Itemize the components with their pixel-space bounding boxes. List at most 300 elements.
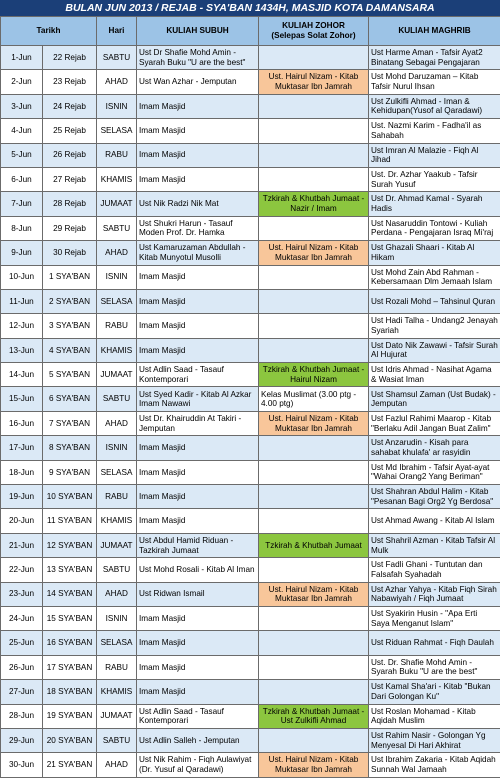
hijri-date-cell-text: 15 SYA'BAN xyxy=(46,613,93,623)
kuliah-subuh-cell xyxy=(137,387,259,411)
kuliah-zohor-cell-text: Tzkirah & Khutbah Jumaat - Nazir / Imam xyxy=(262,194,365,214)
date-cell xyxy=(1,485,43,509)
table-row xyxy=(1,533,500,557)
kuliah-subuh-cell-text: Ust Syed Kadir - Kitab Al Azkar Imam Nawawi xyxy=(139,389,252,409)
kuliah-zohor-cell xyxy=(259,704,369,728)
table-row xyxy=(1,485,500,509)
kuliah-maghrib-cell xyxy=(369,485,500,509)
kuliah-maghrib-cell xyxy=(369,94,500,118)
date-cell xyxy=(1,338,43,362)
date-cell xyxy=(1,265,43,289)
date-cell xyxy=(1,143,43,167)
kuliah-zohor-cell xyxy=(259,728,369,752)
day-cell xyxy=(97,289,137,313)
day-cell xyxy=(97,582,137,606)
day-cell xyxy=(97,704,137,728)
date-cell xyxy=(1,509,43,533)
kuliah-subuh-cell-text: Imam Masjid xyxy=(139,272,186,282)
schedule-title: BULAN JUN 2013 / REJAB - SYA'BAN 1434H, MASJID KOTA DAMANSARA xyxy=(0,0,500,16)
kuliah-zohor-cell xyxy=(259,167,369,191)
date-cell-text: 22-Jun xyxy=(8,565,35,575)
kuliah-maghrib-cell xyxy=(369,363,500,387)
kuliah-maghrib-cell-text: Ust Shahran Abdul Halim - Kitab "Pesanan Bagi Org2 Yg Berdosa" xyxy=(371,487,494,506)
date-cell xyxy=(1,631,43,655)
day-cell xyxy=(97,70,137,94)
kuliah-maghrib-cell xyxy=(369,680,500,704)
date-cell xyxy=(1,119,43,143)
kuliah-subuh-cell xyxy=(137,143,259,167)
kuliah-subuh-cell xyxy=(137,655,259,679)
hijri-date-cell xyxy=(43,289,97,313)
kuliah-maghrib-cell-text: Ust Mohd Daruzaman – Kitab Tafsir Nurul Ihsan xyxy=(371,72,479,92)
kuliah-maghrib-cell-text: Ust Fazlul Rahimi Maarop - Kitab "Berlaku Adil Jangan Buat Zalim" xyxy=(371,413,492,433)
kuliah-maghrib-cell-text: Ust Zulkifli Ahmad - Iman & Kehidupan(Yusof al Qaradawi) xyxy=(371,96,483,116)
kuliah-maghrib-cell-text: Ust Anzarudin - Kisah para sahabat khulafa' ar rasyidin xyxy=(371,438,471,457)
kuliah-zohor-cell xyxy=(259,70,369,94)
kuliah-zohor-cell xyxy=(259,387,369,411)
date-cell-text: 23-Jun xyxy=(8,589,35,599)
date-cell-text: 8-Jun xyxy=(11,223,32,233)
hijri-date-cell-text: 30 Rejab xyxy=(53,248,86,258)
hijri-date-cell xyxy=(43,606,97,630)
date-cell xyxy=(1,94,43,118)
kuliah-maghrib-cell xyxy=(369,460,500,484)
kuliah-zohor-cell xyxy=(259,94,369,118)
date-cell-text: 1-Jun xyxy=(11,52,32,62)
date-cell-text: 5-Jun xyxy=(11,150,32,160)
header-row xyxy=(1,17,500,46)
day-cell xyxy=(97,631,137,655)
kuliah-zohor-cell xyxy=(259,436,369,460)
table-row xyxy=(1,289,500,313)
day-cell-text: SABTU xyxy=(102,565,131,575)
table-row xyxy=(1,582,500,606)
date-cell xyxy=(1,314,43,338)
date-cell-text: 15-Jun xyxy=(8,394,35,404)
date-cell xyxy=(1,558,43,582)
date-cell-text: 21-Jun xyxy=(8,540,35,550)
kuliah-subuh-cell xyxy=(137,46,259,70)
table-row xyxy=(1,265,500,289)
kuliah-zohor-cell-text: Ust. Hairul Nizam - Kitab Muktasar Ibn Jamrah xyxy=(268,413,359,433)
day-cell xyxy=(97,533,137,557)
hijri-date-cell xyxy=(43,753,97,777)
date-cell xyxy=(1,363,43,387)
table-row xyxy=(1,192,500,216)
kuliah-zohor-cell xyxy=(259,606,369,630)
header-zohor-subtitle: (Selepas Solat Zohor) xyxy=(271,31,356,40)
date-cell xyxy=(1,606,43,630)
hijri-date-cell-text: 19 SYA'BAN xyxy=(46,711,93,721)
day-cell xyxy=(97,460,137,484)
date-cell-text: 27-Jun xyxy=(8,687,35,697)
kuliah-zohor-cell-text: Ust. Hairul Nizam - Kitab Muktasar Ibn Jamrah xyxy=(268,72,359,92)
table-row xyxy=(1,143,500,167)
hijri-date-cell-text: 22 Rejab xyxy=(53,52,86,62)
kuliah-zohor-cell-text: Ust. Hairul Nizam - Kitab Muktasar Ibn Jamrah xyxy=(268,243,359,262)
day-cell-text: AHAD xyxy=(105,248,128,258)
kuliah-maghrib-cell-text: Ust. Dr. Shafie Mohd Amin - Syarah Buku "U are the best" xyxy=(371,657,478,677)
hijri-date-cell-text: 8 SYA'BAN xyxy=(48,443,90,453)
kuliah-maghrib-cell xyxy=(369,314,500,338)
table-row xyxy=(1,46,500,70)
hijri-date-cell xyxy=(43,338,97,362)
kuliah-subuh-cell xyxy=(137,582,259,606)
kuliah-maghrib-cell xyxy=(369,265,500,289)
date-cell-text: 6-Jun xyxy=(11,174,32,184)
day-cell xyxy=(97,167,137,191)
kuliah-zohor-cell-text: Ust. Hairul Nizam - Kitab Muktasar Ibn Jamrah xyxy=(268,755,359,775)
date-cell xyxy=(1,728,43,752)
hijri-date-cell xyxy=(43,680,97,704)
kuliah-subuh-cell-text: Imam Masjid xyxy=(139,613,186,623)
kuliah-subuh-cell xyxy=(137,485,259,509)
kuliah-maghrib-cell xyxy=(369,509,500,533)
day-cell xyxy=(97,119,137,143)
date-cell-text: 11-Jun xyxy=(9,296,34,306)
kuliah-maghrib-cell-text: Ust Idris Ahmad - Nasihat Agama & Wasiat Iman xyxy=(371,365,492,384)
kuliah-subuh-cell-text: Ust Adlin Saad - Tasauf Kontemporari xyxy=(139,365,224,384)
hijri-date-cell-text: 18 SYA'BAN xyxy=(46,687,93,697)
kuliah-zohor-cell xyxy=(259,241,369,265)
hijri-date-cell-text: 9 SYA'BAN xyxy=(48,467,90,477)
kuliah-subuh-cell xyxy=(137,631,259,655)
kuliah-subuh-cell-text: Imam Masjid xyxy=(139,150,186,160)
kuliah-subuh-cell-text: Ust Wan Azhar - Jemputan xyxy=(139,77,237,87)
kuliah-zohor-cell xyxy=(259,265,369,289)
day-cell xyxy=(97,411,137,435)
header-tarikh: Tarikh xyxy=(1,17,97,46)
day-cell xyxy=(97,265,137,289)
date-cell-text: 2-Jun xyxy=(11,77,32,87)
kuliah-subuh-cell xyxy=(137,411,259,435)
date-cell-text: 29-Jun xyxy=(8,735,35,745)
kuliah-subuh-cell-text: Ust Adlin Saad - Tasauf Kontemporari xyxy=(139,706,224,726)
kuliah-subuh-cell-text: Imam Masjid xyxy=(139,516,186,526)
date-cell xyxy=(1,192,43,216)
kuliah-subuh-cell xyxy=(137,509,259,533)
kuliah-maghrib-cell-text: Ust Syakirin Husin - "Apa Erti Saya Menganut Islam" xyxy=(371,609,478,628)
date-cell-text: 12-Jun xyxy=(8,321,35,331)
table-row xyxy=(1,728,500,752)
date-cell xyxy=(1,680,43,704)
kuliah-subuh-cell xyxy=(137,704,259,728)
day-cell-text: KHAMIS xyxy=(100,345,133,355)
day-cell xyxy=(97,143,137,167)
kuliah-maghrib-cell xyxy=(369,216,500,240)
table-row xyxy=(1,216,500,240)
kuliah-zohor-cell xyxy=(259,46,369,70)
date-cell-text: 16-Jun xyxy=(8,418,35,428)
kuliah-zohor-cell xyxy=(259,533,369,557)
day-cell-text: KHAMIS xyxy=(100,516,133,526)
kuliah-maghrib-cell xyxy=(369,387,500,411)
day-cell xyxy=(97,216,137,240)
kuliah-maghrib-cell-text: Ust Azhar Yahya - Kitab Fiqh Sirah Nabawiyah / Fiqh Jumaat xyxy=(371,584,497,604)
hijri-date-cell-text: 6 SYA'BAN xyxy=(48,394,90,404)
kuliah-subuh-cell-text: Imam Masjid xyxy=(139,296,186,306)
table-row xyxy=(1,94,500,118)
hijri-date-cell-text: 20 SYA'BAN xyxy=(46,735,93,745)
day-cell xyxy=(97,192,137,216)
kuliah-zohor-cell-text: Ust. Hairul Nizam - Kitab Muktasar Ibn Jamrah xyxy=(268,584,359,604)
hijri-date-cell-text: 26 Rejab xyxy=(53,150,86,160)
kuliah-subuh-cell-text: Ust Kamaruzaman Abdullah - Kitab Munyotul Musolli xyxy=(139,243,246,262)
table-row xyxy=(1,436,500,460)
kuliah-maghrib-cell xyxy=(369,46,500,70)
date-cell xyxy=(1,241,43,265)
kuliah-subuh-cell xyxy=(137,363,259,387)
kuliah-subuh-cell-text: Imam Masjid xyxy=(139,638,186,648)
kuliah-subuh-cell xyxy=(137,241,259,265)
hijri-date-cell xyxy=(43,216,97,240)
date-cell-text: 30-Jun xyxy=(8,760,35,770)
header-hari: Hari xyxy=(97,17,137,46)
table-row xyxy=(1,241,500,265)
day-cell-text: JUMAAT xyxy=(100,199,133,209)
kuliah-subuh-cell-text: Ust Shukri Harun - Tasauf Moden Prof. Dr. Hamka xyxy=(139,218,233,238)
hijri-date-cell xyxy=(43,728,97,752)
date-cell-text: 10-Jun xyxy=(8,272,35,282)
hijri-date-cell xyxy=(43,582,97,606)
kuliah-maghrib-cell-text: Ust Harme Aman - Tafsir Ayat2 Binatang Sebagai Pengajaran xyxy=(371,48,483,67)
day-cell-text: KHAMIS xyxy=(100,174,133,184)
kuliah-subuh-cell xyxy=(137,94,259,118)
hijri-date-cell-text: 25 Rejab xyxy=(53,126,86,136)
kuliah-zohor-cell xyxy=(259,363,369,387)
kuliah-zohor-cell xyxy=(259,509,369,533)
kuliah-maghrib-cell xyxy=(369,192,500,216)
hijri-date-cell-text: 11 SYA'BAN xyxy=(47,516,92,526)
date-cell xyxy=(1,753,43,777)
day-cell-text: AHAD xyxy=(105,589,128,599)
kuliah-maghrib-cell xyxy=(369,167,500,191)
day-cell-text: AHAD xyxy=(105,418,128,428)
kuliah-subuh-cell xyxy=(137,533,259,557)
day-cell xyxy=(97,485,137,509)
kuliah-maghrib-cell-text: Ust Ibrahim Zakaria - Kitab Aqidah Sunnah Wal Jamaah xyxy=(371,755,496,775)
kuliah-subuh-cell-text: Ust Nik Rahim - Fiqh Aulawiyat (Dr. Yusuf al Qaradawi) xyxy=(139,755,252,775)
hijri-date-cell xyxy=(43,143,97,167)
hijri-date-cell xyxy=(43,167,97,191)
date-cell-text: 25-Jun xyxy=(8,638,35,648)
hijri-date-cell xyxy=(43,655,97,679)
hijri-date-cell-text: 12 SYA'BAN xyxy=(46,540,93,550)
day-cell xyxy=(97,314,137,338)
day-cell-text: SABTU xyxy=(102,52,131,62)
hijri-date-cell xyxy=(43,241,97,265)
day-cell-text: SELASA xyxy=(100,296,133,306)
kuliah-maghrib-cell-text: Ust Shahril Azman - Kitab Tafsir Al Mulk xyxy=(371,535,496,555)
kuliah-zohor-cell xyxy=(259,680,369,704)
kuliah-zohor-cell xyxy=(259,289,369,313)
day-cell xyxy=(97,46,137,70)
table-row xyxy=(1,753,500,777)
kuliah-maghrib-cell-text: Ust Riduan Rahmat - Fiqh Daulah xyxy=(371,638,494,648)
kuliah-zohor-cell xyxy=(259,411,369,435)
table-row xyxy=(1,631,500,655)
kuliah-maghrib-cell-text: Ust Nasaruddin Tontowi - Kuliah Perdana - Pengajaran Israq Mi'raj xyxy=(371,218,494,238)
hijri-date-cell xyxy=(43,314,97,338)
kuliah-maghrib-cell-text: Ust Kamal Sha'ari - Kitab "Bukan Dari Golongan Ku" xyxy=(371,682,491,701)
hijri-date-cell-text: 10 SYA'BAN xyxy=(46,491,93,501)
hijri-date-cell xyxy=(43,509,97,533)
day-cell-text: SELASA xyxy=(100,126,133,136)
kuliah-maghrib-cell xyxy=(369,704,500,728)
date-cell-text: 18-Jun xyxy=(8,467,35,477)
header-zohor-title: KULIAH ZOHOR xyxy=(282,21,345,31)
kuliah-zohor-cell xyxy=(259,143,369,167)
date-cell xyxy=(1,704,43,728)
day-cell-text: SABTU xyxy=(102,223,131,233)
kuliah-maghrib-cell xyxy=(369,436,500,460)
day-cell-text: RABU xyxy=(105,321,128,331)
hijri-date-cell xyxy=(43,94,97,118)
date-cell xyxy=(1,387,43,411)
hijri-date-cell-text: 21 SYA'BAN xyxy=(46,760,93,770)
kuliah-subuh-cell-text: Imam Masjid xyxy=(139,174,186,184)
kuliah-subuh-cell xyxy=(137,167,259,191)
day-cell xyxy=(97,606,137,630)
day-cell xyxy=(97,387,137,411)
date-cell-text: 26-Jun xyxy=(8,662,35,672)
hijri-date-cell-text: 5 SYA'BAN xyxy=(48,369,90,379)
kuliah-maghrib-cell-text: Ust Fadli Ghani - Tuntutan dan Falsafah Syahadah xyxy=(371,560,483,579)
hijri-date-cell-text: 23 Rejab xyxy=(53,77,86,87)
kuliah-maghrib-cell xyxy=(369,753,500,777)
date-cell-text: 14-Jun xyxy=(8,369,35,379)
day-cell-text: RABU xyxy=(105,491,128,501)
kuliah-zohor-cell xyxy=(259,753,369,777)
kuliah-subuh-cell xyxy=(137,606,259,630)
date-cell-text: 3-Jun xyxy=(11,101,32,111)
table-row xyxy=(1,509,500,533)
kuliah-maghrib-cell xyxy=(369,289,500,313)
kuliah-subuh-cell-text: Ust Dr Shafie Mohd Amin - Syarah Buku "U are the best" xyxy=(139,48,246,67)
day-cell-text: JUMAAT xyxy=(100,711,133,721)
table-row xyxy=(1,387,500,411)
kuliah-zohor-cell xyxy=(259,485,369,509)
day-cell-text: AHAD xyxy=(105,77,128,87)
hijri-date-cell xyxy=(43,558,97,582)
table-row xyxy=(1,167,500,191)
kuliah-zohor-cell xyxy=(259,314,369,338)
date-cell-text: 20-Jun xyxy=(8,516,35,526)
kuliah-subuh-cell-text: Imam Masjid xyxy=(139,687,186,697)
day-cell-text: SABTU xyxy=(102,394,131,404)
date-cell xyxy=(1,289,43,313)
kuliah-zohor-cell xyxy=(259,460,369,484)
kuliah-maghrib-cell xyxy=(369,655,500,679)
table-row xyxy=(1,363,500,387)
table-row xyxy=(1,411,500,435)
kuliah-subuh-cell-text: Ust Nik Radzi Nik Mat xyxy=(139,199,219,209)
table-row xyxy=(1,680,500,704)
kuliah-subuh-cell xyxy=(137,314,259,338)
hijri-date-cell xyxy=(43,485,97,509)
hijri-date-cell xyxy=(43,704,97,728)
kuliah-subuh-cell-text: Imam Masjid xyxy=(139,345,186,355)
date-cell xyxy=(1,216,43,240)
kuliah-maghrib-cell-text: Ust. Nazmi Karim - Fadha'il as Sahabah xyxy=(371,121,482,140)
date-cell-text: 19-Jun xyxy=(8,491,35,501)
kuliah-maghrib-cell xyxy=(369,533,500,557)
kuliah-subuh-cell xyxy=(137,753,259,777)
kuliah-subuh-cell xyxy=(137,728,259,752)
kuliah-subuh-cell-text: Imam Masjid xyxy=(139,662,186,672)
date-cell xyxy=(1,70,43,94)
day-cell xyxy=(97,363,137,387)
hijri-date-cell-text: 2 SYA'BAN xyxy=(48,296,90,306)
hijri-date-cell xyxy=(43,46,97,70)
kuliah-subuh-cell xyxy=(137,119,259,143)
kuliah-maghrib-cell-text: Ust Hadi Talha - Undang2 Jenayah Syariah xyxy=(371,316,498,335)
header-kuliah-maghrib: KULIAH MAGHRIB xyxy=(369,17,500,46)
day-cell xyxy=(97,728,137,752)
day-cell-text: KHAMIS xyxy=(100,687,133,697)
kuliah-zohor-cell xyxy=(259,119,369,143)
date-cell xyxy=(1,533,43,557)
date-cell xyxy=(1,46,43,70)
kuliah-subuh-cell xyxy=(137,558,259,582)
kuliah-maghrib-cell-text: Ust Md Ibrahim - Tafsir Ayat-ayat "Wahai Orang2 Yang Beriman" xyxy=(371,462,490,482)
kuliah-zohor-cell xyxy=(259,655,369,679)
date-cell xyxy=(1,460,43,484)
table-row xyxy=(1,314,500,338)
hijri-date-cell-text: 27 Rejab xyxy=(53,174,86,184)
date-cell xyxy=(1,167,43,191)
kuliah-subuh-cell xyxy=(137,289,259,313)
kuliah-subuh-cell xyxy=(137,338,259,362)
hijri-date-cell xyxy=(43,363,97,387)
schedule-rows xyxy=(1,46,500,778)
hijri-date-cell xyxy=(43,192,97,216)
hijri-date-cell-text: 24 Rejab xyxy=(53,101,86,111)
kuliah-maghrib-cell-text: Ust Rahim Nasir - Golongan Yg Menyesal Di Hari Akhirat xyxy=(371,731,486,750)
day-cell-text: ISNIN xyxy=(105,613,128,623)
kuliah-maghrib-cell xyxy=(369,558,500,582)
hijri-date-cell-text: 7 SYA'BAN xyxy=(48,418,90,428)
kuliah-maghrib-cell xyxy=(369,411,500,435)
day-cell xyxy=(97,241,137,265)
kuliah-subuh-cell-text: Ust Mohd Rosali - Kitab Al Iman xyxy=(139,565,255,575)
hijri-date-cell xyxy=(43,70,97,94)
date-cell-text: 13-Jun xyxy=(8,345,35,355)
kuliah-maghrib-cell xyxy=(369,631,500,655)
day-cell-text: JUMAAT xyxy=(100,369,133,379)
kuliah-zohor-cell xyxy=(259,631,369,655)
kuliah-maghrib-cell-text: Ust Dato Nik Zawawi - Tafsir Surah Al Hujurat xyxy=(371,340,498,360)
kuliah-subuh-cell-text: Imam Masjid xyxy=(139,321,186,331)
kuliah-subuh-cell-text: Imam Masjid xyxy=(139,467,186,477)
kuliah-maghrib-cell-text: Ust Roslan Mohamad - Kitab Aqidah Muslim xyxy=(371,706,476,726)
kuliah-maghrib-cell-text: Ust Ghazali Shaari - Kitab Al Hikam xyxy=(371,243,475,262)
kuliah-subuh-cell xyxy=(137,265,259,289)
date-cell-text: 28-Jun xyxy=(8,711,35,721)
table-row xyxy=(1,119,500,143)
day-cell-text: JUMAAT xyxy=(100,540,133,550)
date-cell xyxy=(1,655,43,679)
hijri-date-cell xyxy=(43,631,97,655)
kuliah-subuh-cell xyxy=(137,70,259,94)
date-cell-text: 7-Jun xyxy=(11,199,32,209)
day-cell-text: SELASA xyxy=(100,467,133,477)
day-cell-text: RABU xyxy=(105,150,128,160)
date-cell xyxy=(1,582,43,606)
kuliah-zohor-cell xyxy=(259,558,369,582)
kuliah-subuh-cell xyxy=(137,192,259,216)
day-cell xyxy=(97,655,137,679)
